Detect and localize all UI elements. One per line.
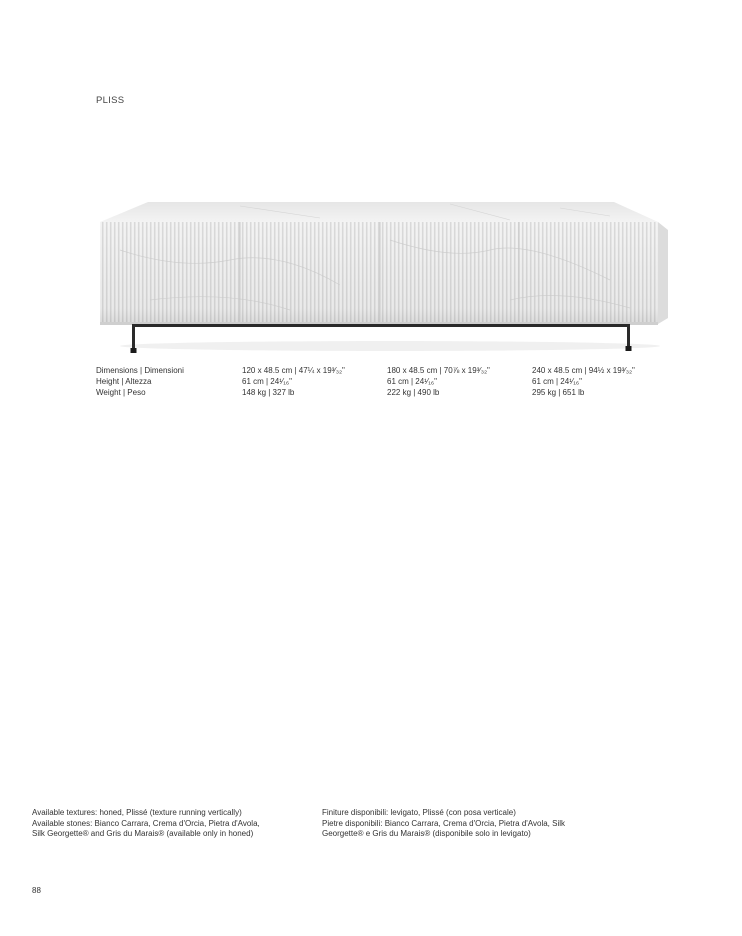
- variant-180: [387, 365, 490, 398]
- height-label: Height | Altezza: [96, 377, 152, 386]
- sideboard-image: [90, 190, 676, 360]
- availability-notes-italian: [322, 808, 565, 840]
- variant-240: [532, 365, 635, 398]
- note-line: Available textures: honed, Plissé (texture running vertically): [32, 808, 242, 817]
- note-line: Finiture disponibili: levigato, Plissé (con posa verticale): [322, 808, 516, 817]
- dimensions-value: 240 x 48.5 cm | 94½ x 19³⁄₃₂": [532, 366, 635, 375]
- height-value: 61 cm | 24¹⁄₁₆": [242, 377, 292, 386]
- weight-label: Weight | Peso: [96, 388, 146, 397]
- dimensions-label: Dimensions | Dimensioni: [96, 366, 184, 375]
- page-number: 88: [32, 886, 41, 895]
- dimensions-value: 180 x 48.5 cm | 70⅞ x 19³⁄₃₂": [387, 366, 490, 375]
- weight-value: 148 kg | 327 lb: [242, 388, 295, 397]
- variant-120: [242, 365, 345, 398]
- weight-value: 222 kg | 490 lb: [387, 388, 440, 397]
- sideboard-top: [100, 202, 658, 222]
- note-line: Available stones: Bianco Carrara, Crema d'Orcia, Pietra d'Avola,: [32, 818, 260, 828]
- product-title: PLISS: [96, 95, 125, 106]
- dimensions-value: 120 x 48.5 cm | 47¼ x 19³⁄₃₂": [242, 366, 345, 375]
- note-line: Pietre disponibili: Bianco Carrara, Crema d'Orcia, Pietra d'Avola, Silk: [322, 818, 566, 828]
- height-value: 61 cm | 24¹⁄₁₆": [532, 377, 582, 386]
- availability-notes-english: [32, 808, 260, 840]
- weight-value: 295 kg | 651 lb: [532, 388, 585, 397]
- height-value: 61 cm | 24¹⁄₁₆": [387, 377, 437, 386]
- spec-labels: [96, 365, 184, 398]
- note-line: Georgette® e Gris du Marais® (disponibile solo in levigato): [322, 829, 531, 838]
- sideboard-base: [132, 324, 630, 327]
- specifications-table: [0, 365, 742, 401]
- note-line: Silk Georgette® and Gris du Marais® (available only in honed): [32, 829, 254, 838]
